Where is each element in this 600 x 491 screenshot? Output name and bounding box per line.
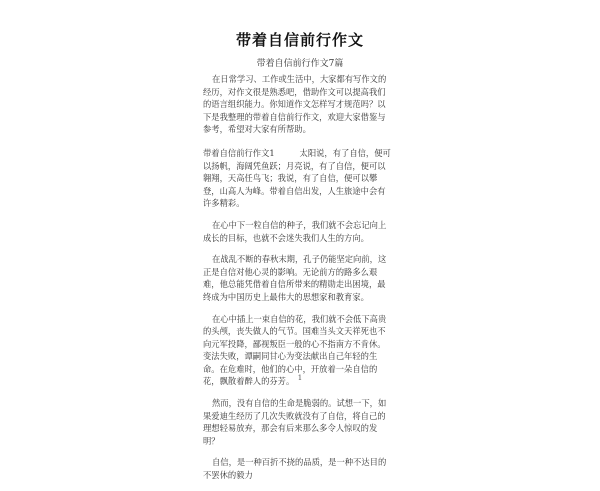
- paragraph-5: 然而，没有自信的生命是脆弱的。试想一下，如果爱迪生经历了几次失败就没有了自信，将自己的理想轻易放弃，那会有后来那么多令人惊叹的发明？: [203, 398, 387, 446]
- article-body: [203, 73, 393, 491]
- paragraph-1: 带着自信前行作文1 太阳说，有了自信，便可以扬帆，海阔凭鱼跃；月亮说，有了自信，便可以翱翔，天高任鸟飞；我说，有了自信，便可以攀登，山高人为峰。带着自信出发，人生旅途中会有许多精彩。: [203, 147, 391, 209]
- page-subtitle: 带着自信前行作文7篇: [256, 59, 344, 69]
- paragraph-4: 在心中插上一束自信的花，我们就不会低下高贵的头颅，丧失做人的气节。国难当头文天祥死也不向元军投降，鄙视叛臣一般的心不指南方不肯休。变法失败，谭嗣同甘心为变法献出自己年轻的生命。在危难时，他们的心中，开放着一朵自信的花，飘散着醉人的芬芳。: [203, 313, 387, 387]
- paragraph-6: 自信，是一种百折不挠的品质，是一种不达目的不罢休的毅力: [203, 457, 387, 481]
- paragraph-2: 在心中下一粒自信的种子，我们就不会忘记向上成长的目标，也就不会迷失我们人生的方向。: [203, 219, 387, 243]
- paragraph-3: 在战乱不断的春秋末期，孔子仍能坚定向前，这正是自信对他心灵的影响。无论前方的路多么艰难，他总能凭借着自信所带来的精勋走出困境，最终成为中国历史上最伟大的思想家和教育家。: [203, 254, 387, 302]
- page-number: 1: [297, 374, 303, 382]
- page-title: 带着自信前行作文: [235, 31, 364, 49]
- paragraph-intro: 在日常学习、工作或生活中，大家都有写作文的经历，对作文很是熟悉吧，借助作文可以提高我们的语言组织能力。你知道作文怎样写才规范吗？以下是我整理的带着自信前行作文，欢迎大家借鉴与参考，希望对大家有所帮助。: [203, 74, 387, 135]
